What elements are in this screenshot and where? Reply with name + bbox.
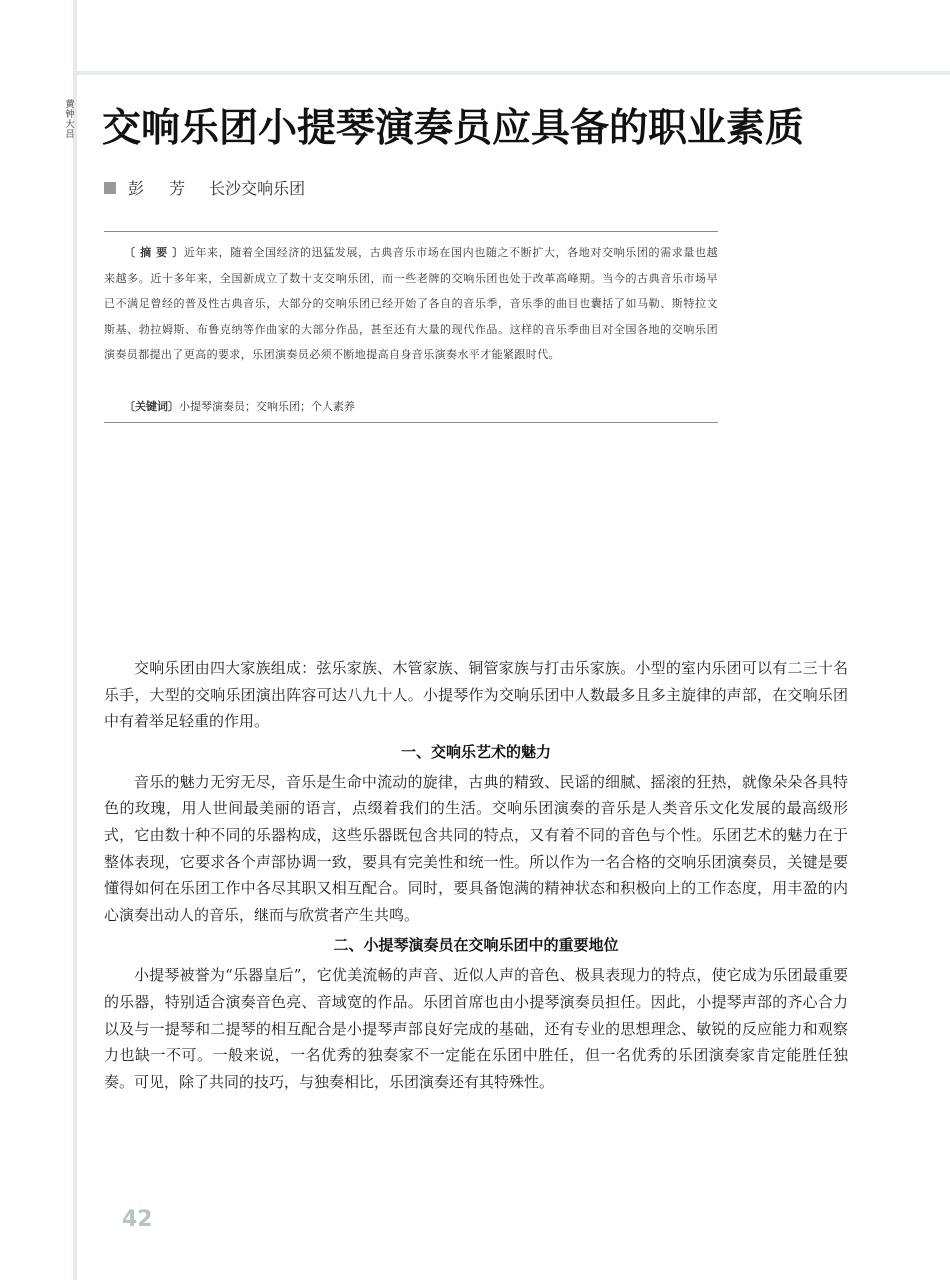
section-heading: 一、交响乐艺术的魅力: [400, 742, 551, 761]
page-number: 42: [122, 1207, 153, 1232]
column-label-char: 吕: [65, 130, 75, 140]
author-affiliation: 长沙交响乐团: [209, 179, 306, 198]
author-line: [104, 176, 305, 199]
author-name: 彭 芳: [128, 179, 196, 198]
article-title: 交响乐团小提琴演奏员应具备的职业素质: [102, 106, 805, 151]
abstract-box: [104, 231, 718, 423]
keywords: [124, 398, 355, 414]
column-label: [64, 100, 76, 140]
abstract: [104, 240, 718, 368]
abstract-text: 近年来，随着全国经济的迅猛发展，古典音乐市场在国内也随之不断扩大，各地对交响乐团的需求量也越来越多。近十多年来，全国新成立了数十支交响乐团，而一些老牌的交响乐团也处于改革高峰期。当今的古典音乐市场早已不满足曾经的普及性古典音乐，大部分的交响乐团已经开始了各自的音乐季，音乐季的曲目也囊括了如马勒、斯特拉文斯基、勃拉姆斯、布鲁克纳等作曲家的大部分作品，甚至还有大量的现代作品。这样的音乐季曲目对全国各地的交响乐团演奏员都提出了更高的要求，乐团演奏员必须不断地提高自身音乐演奏水平才能紧跟时代。: [104, 246, 718, 361]
section-paragraph: 音乐的魅力无穷无尽，音乐是生命中流动的旋律，古典的精致、民谣的细腻、摇滚的狂热，就像朵朵各具特色的玫瑰，用人世间最美丽的语言，点缀着我们的生活。交响乐团演奏的音乐是人类音乐文化发展的最高级形式，它由数十种不同的乐器构成，这些乐器既包含共同的特点，又有着不同的音色与个性。乐团艺术的魅力在于整体表现，它要求各个声部协调一致，要具有完美性和统一性。所以作为一名合格的交响乐团演奏员，关键是要懂得如何在乐团工作中各尽其职又相互配合。同时，要具备饱满的精神状态和积极向上的工作态度，用丰盈的内心演奏出动人的音乐，继而与欣赏者产生共鸣。: [104, 772, 848, 924]
column-label-char: 钟: [65, 110, 75, 120]
section-heading: 二、小提琴演奏员在交响乐团中的重要地位: [333, 936, 619, 955]
header-horizontal-rule: [73, 71, 950, 75]
section-paragraph: 小提琴被誉为“乐器皇后”，它优美流畅的声音、近似人声的音色、极具表现力的特点，使它成为乐团最重要的乐器，特别适合演奏音色亮、音域宽的作品。乐团首席也由小提琴演奏员担任。因此，小提琴声部的齐心合力以及与一提琴和二提琴的相互配合是小提琴声部良好完成的基础，还有专业的思想理念、敏锐的反应能力和观察力也缺一不可。一般来说，一名优秀的独奏家不一定能在乐团中胜任，但一名优秀的乐团演奏家肯定能胜任独奏。可见，除了共同的技巧，与独奏相比，乐团演奏还有其特殊性。: [104, 966, 848, 1091]
intro-paragraph: 交响乐团由四大家族组成：弦乐家族、木管家族、铜管家族与打击乐家族。小型的室内乐团可以有二三十名乐手，大型的交响乐团演出阵容可达八九十人。小提琴作为交响乐团中人数最多且多主旋律的声部，在交响乐团中有着举足轻重的作用。: [104, 659, 848, 731]
margin-vertical-rule: [73, 0, 77, 1280]
abstract-label: 〔 摘 要 〕: [124, 246, 184, 259]
keywords-label: 〔关键词〕: [124, 400, 179, 413]
author-square-icon: [104, 182, 116, 194]
keywords-text: 小提琴演奏员；交响乐团；个人素养: [179, 400, 355, 413]
column-label-char: 大: [65, 120, 75, 130]
column-label-char: 黄: [65, 100, 75, 110]
article-body: [104, 655, 848, 1095]
